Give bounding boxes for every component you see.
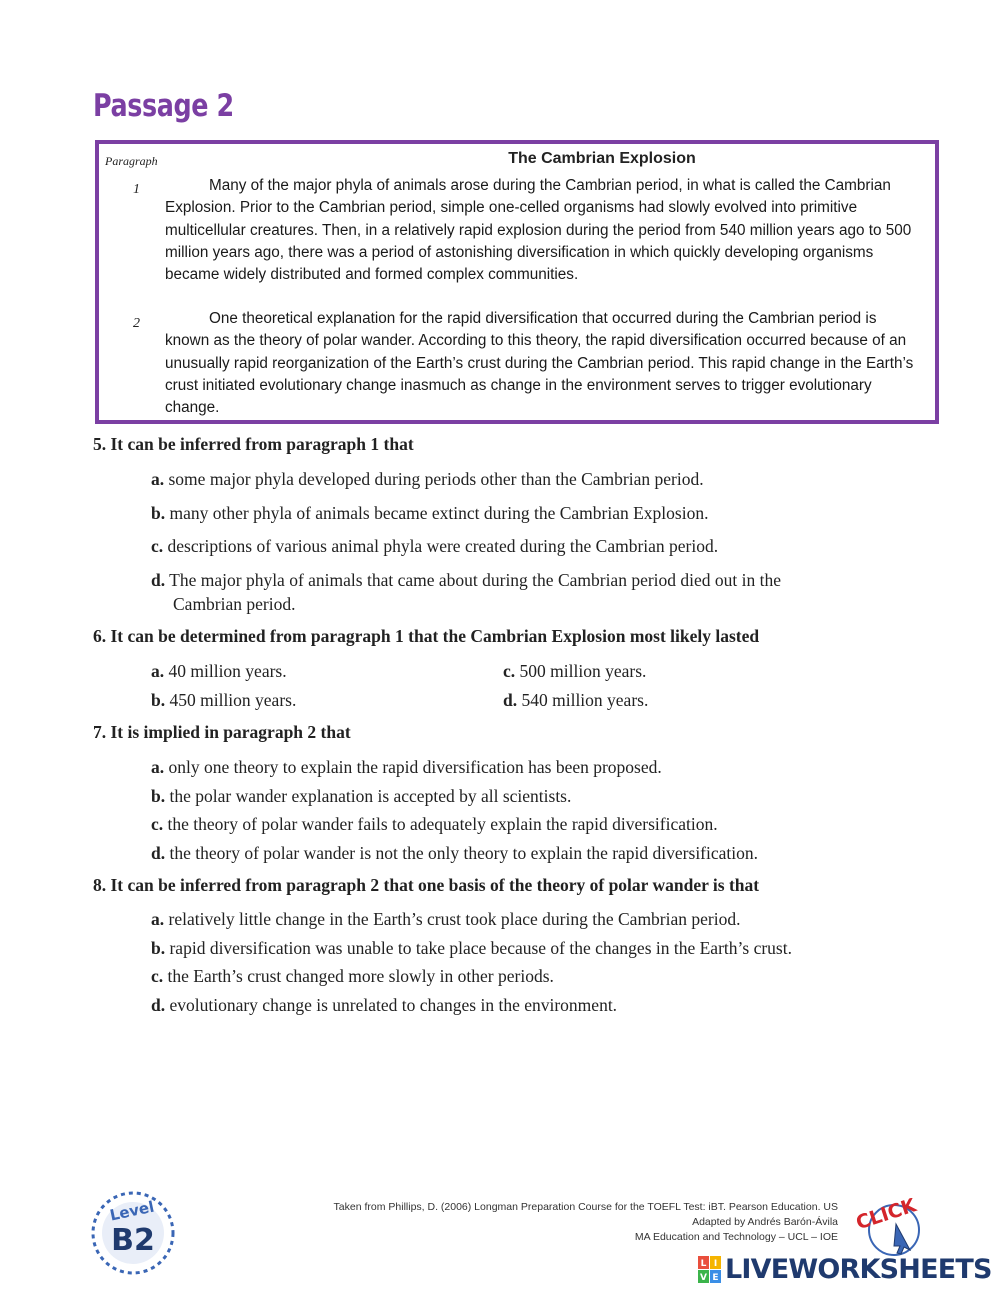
option-text: many other phyla of animals became extinct during the Cambrian Explosion. (169, 503, 709, 523)
option-text: 40 million years. (168, 661, 287, 681)
option-text: 540 million years. (521, 690, 649, 710)
option-letter: a. (151, 909, 165, 929)
option-6b[interactable] (151, 688, 296, 712)
question-7: 7. It is implied in paragraph 2 that (93, 722, 351, 742)
paragraph-number: 1 (133, 182, 140, 197)
liveworksheets-wordmark: LIVEWORKSHEETS (725, 1254, 992, 1285)
page-title: Passage 2 (93, 88, 234, 124)
option-6c[interactable] (503, 659, 646, 683)
liveworksheets-logo (698, 1254, 992, 1285)
level-badge (88, 1188, 178, 1282)
option-letter: d. (151, 843, 166, 863)
option-letter: a. (151, 469, 165, 489)
option-6a[interactable] (151, 659, 287, 683)
click-logo (848, 1198, 940, 1260)
option-letter: b. (151, 690, 166, 710)
option-5d[interactable] (151, 568, 781, 616)
option-text: 450 million years. (169, 690, 297, 710)
option-6d[interactable] (503, 688, 648, 712)
option-letter: c. (151, 536, 164, 556)
option-7a[interactable] (151, 755, 662, 779)
option-letter: b. (151, 503, 166, 523)
option-7d[interactable] (151, 841, 758, 865)
option-text-continued: Cambrian period. (173, 594, 296, 614)
option-5b[interactable] (151, 501, 708, 525)
liveworksheets-blocks-icon (698, 1256, 722, 1284)
option-letter: d. (151, 995, 166, 1015)
option-5a[interactable] (151, 467, 704, 491)
block-letter: V (700, 1272, 707, 1283)
option-8c[interactable] (151, 964, 554, 988)
option-text: some major phyla developed during periods other than the Cambrian period. (168, 469, 704, 489)
option-letter: a. (151, 757, 165, 777)
option-text: only one theory to explain the rapid diversification has been proposed. (168, 757, 662, 777)
question-8: 8. It can be inferred from paragraph 2 that one basis of the theory of polar wander is that (93, 875, 760, 895)
badge-top-text: Level (108, 1197, 156, 1225)
option-text: the theory of polar wander fails to adequately explain the rapid diversification. (167, 814, 718, 834)
option-7c[interactable] (151, 812, 718, 836)
paragraph-label: Paragraph (105, 154, 158, 168)
level-badge-icon (88, 1188, 178, 1278)
option-letter: c. (151, 814, 164, 834)
option-7b[interactable] (151, 784, 571, 808)
option-letter: c. (503, 661, 516, 681)
option-letter: d. (503, 690, 518, 710)
option-letter: b. (151, 786, 166, 806)
option-text: evolutionary change is unrelated to changes in the environment. (169, 995, 618, 1015)
click-logo-icon (848, 1198, 940, 1256)
option-text: the Earth’s crust changed more slowly in other periods. (167, 966, 554, 986)
block-letter: L (700, 1258, 707, 1269)
option-text: descriptions of various animal phyla were created during the Cambrian period. (167, 536, 719, 556)
question-6: 6. It can be determined from paragraph 1 that the Cambrian Explosion most likely lasted (93, 626, 760, 646)
option-text: 500 million years. (519, 661, 647, 681)
option-8d[interactable] (151, 993, 617, 1017)
option-5c[interactable] (151, 534, 718, 558)
credit-line: MA Education and Technology – UCL – IOE (634, 1231, 838, 1243)
option-8a[interactable] (151, 907, 740, 931)
cursor-arrow-icon (894, 1224, 910, 1254)
option-8b[interactable] (151, 936, 792, 960)
paragraph-number: 2 (133, 316, 140, 331)
paragraph-text: One theoretical explanation for the rapid diversification that occurred during the Cambrian period is known as the theory of polar wander. According to this theory, the rapid diversification occurred because of an unusually rapid reorganization of the Earth’s crust during the Cambrian period. This rapid change in the Earth’s crust initiated evolutionary change inasmuch as change in the environment serves to trigger evolutionary change. (165, 310, 914, 417)
option-text: relatively little change in the Earth’s crust took place during the Cambrian period. (168, 909, 741, 929)
option-letter: a. (151, 661, 165, 681)
option-letter: c. (151, 966, 164, 986)
option-letter: d. (151, 570, 166, 590)
click-logo-text: CLICK (853, 1198, 919, 1235)
badge-level-text: B2 (111, 1223, 155, 1258)
block-letter: I (713, 1258, 718, 1269)
passage-box (95, 140, 939, 424)
option-text: The major phyla of animals that came about during the Cambrian period died out in the (169, 570, 782, 590)
block-letter: E (712, 1272, 719, 1283)
credit-line: Adapted by Andrés Barón-Ávila (692, 1216, 838, 1228)
option-letter: b. (151, 938, 166, 958)
passage-title: The Cambrian Explosion (508, 150, 696, 167)
option-text: the polar wander explanation is accepted by all scientists. (169, 786, 572, 806)
option-text: the theory of polar wander is not the only theory to explain the rapid diversification. (169, 843, 758, 863)
paragraph-text: Many of the major phyla of animals arose during the Cambrian period, in what is called the Cambrian Explosion. Prior to the Cambrian period, simple one-celled organisms had slowly evolved into primitive multicellular creatures. Then, in a relatively rapid explosion during the period from 540 million years ago to 500 million years ago, there was a period of astonishing diversification in which quickly developing organisms became widely distributed and formed complex communities. (165, 177, 912, 284)
question-5: 5. It can be inferred from paragraph 1 that (93, 434, 414, 454)
credit-line: Taken from Phillips, D. (2006) Longman Preparation Course for the TOEFL Test: iBT. Pearson Education. US (333, 1201, 838, 1213)
option-text: rapid diversification was unable to take place because of the changes in the Earth’s crust. (169, 938, 792, 958)
credits (334, 1200, 838, 1245)
